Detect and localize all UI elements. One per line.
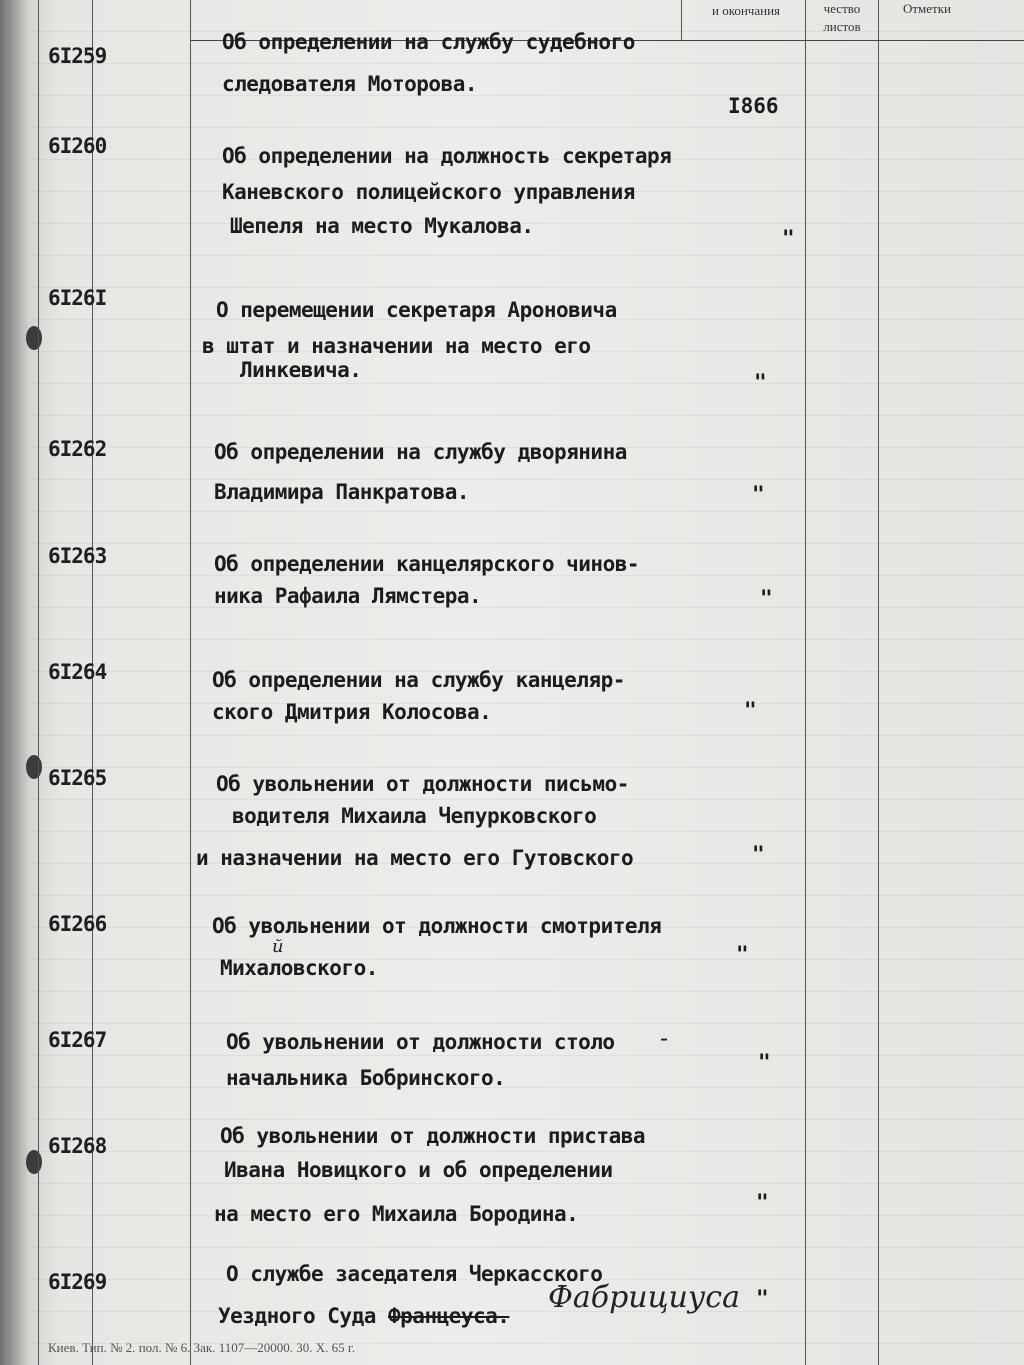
record-title-line: О службе заседателя Черкасского: [226, 1262, 603, 1286]
record-number: 6I268: [48, 1134, 107, 1158]
ditto-mark: ": [782, 226, 795, 250]
printer-imprint: Киев. Тип. № 2. пол. № 6. Зак. 1107—20000. 30. X. 65 г.: [48, 1340, 356, 1355]
record-year: I866: [728, 94, 779, 118]
header-subrule: [681, 0, 682, 40]
record-title-line: Об увольнении от должности письмо-: [216, 772, 629, 796]
record-title-line: Михаловского.: [220, 956, 378, 980]
record-number: 6I26I: [48, 286, 107, 310]
record-number: 6I266: [48, 912, 107, 936]
handwritten-correction: -: [660, 1024, 669, 1052]
record-title-line: Об определении канцелярского чинов-: [214, 552, 640, 576]
record-number: 6I269: [48, 1270, 107, 1294]
record-title-line: О перемещении секретаря Ароновича: [216, 298, 617, 322]
record-title-line: водителя Михаила Чепурковского: [232, 804, 597, 828]
record-title-line: Об определении на должность секретаря: [222, 144, 672, 168]
header-notes: Отметки: [902, 1, 952, 16]
record-title-line: Об увольнении от должности пристава: [220, 1124, 646, 1148]
record-title-line: Шепеля на место Мукалова.: [230, 214, 534, 238]
ditto-mark: ": [756, 1286, 769, 1310]
ditto-mark: ": [744, 698, 757, 722]
record-title-line: ского Дмитрия Колосова.: [212, 700, 492, 724]
binding-hole: [26, 1150, 42, 1174]
record-title-line: Об увольнении от должности столо: [226, 1030, 615, 1054]
record-title-line: начальника Бобринского.: [226, 1066, 506, 1090]
record-title-line: на место его Михаила Бородина.: [214, 1202, 579, 1226]
record-number: 6I267: [48, 1028, 107, 1052]
record-title-line: Об увольнении от должности смотрителя: [212, 914, 662, 938]
record-title-line: Об определении на службу судебного: [222, 30, 635, 54]
record-number: 6I260: [48, 134, 107, 158]
sheets-column-rule: [878, 0, 879, 1365]
binding-hole: [26, 755, 42, 779]
ditto-mark: ": [752, 842, 765, 866]
record-number: 6I265: [48, 766, 107, 790]
record-number: 6I264: [48, 660, 107, 684]
handwritten-correction: й: [272, 936, 284, 957]
record-title-line: Линкевича.: [240, 358, 362, 382]
ditto-mark: ": [760, 586, 773, 610]
record-title-text: Уездного Суда: [218, 1304, 389, 1328]
header-sheets: чество листов: [823, 1, 861, 34]
ditto-mark: ": [752, 482, 765, 506]
struck-text: Францеуса.: [388, 1304, 510, 1328]
ditto-mark: ": [758, 1050, 771, 1074]
record-number: 6I263: [48, 544, 107, 568]
handwritten-insertion: Фабрициуса: [548, 1280, 740, 1315]
ditto-mark: ": [736, 942, 749, 966]
record-title-line: Ивана Новицкого и об определении: [224, 1158, 613, 1182]
record-title-line: следователя Моторова.: [222, 72, 478, 96]
record-title-line: Каневского полицейского управления: [222, 180, 635, 204]
binding-edge: [0, 0, 28, 1365]
record-title-line: Об определении на службу дворянина: [214, 440, 627, 464]
record-title-line: в штат и назначении на место его: [202, 334, 591, 358]
ditto-mark: ": [754, 370, 767, 394]
record-number: 6I259: [48, 44, 107, 68]
title-column-rule: [190, 0, 191, 1365]
record-title-line: [218, 1304, 509, 1328]
ditto-mark: ": [756, 1190, 769, 1214]
margin-rule: [38, 0, 39, 1365]
header-dates: и окончания: [711, 3, 781, 18]
binding-hole: [26, 326, 42, 350]
record-title-line: ника Рафаила Лямстера.: [214, 584, 482, 608]
record-title-line: Владимира Панкратова.: [214, 480, 470, 504]
record-number: 6I262: [48, 437, 107, 461]
record-title-line: Об определении на службу канцеляр-: [212, 668, 625, 692]
record-title-line: и назначении на место его Гутовского: [196, 846, 634, 870]
dates-column-rule: [805, 0, 806, 1365]
